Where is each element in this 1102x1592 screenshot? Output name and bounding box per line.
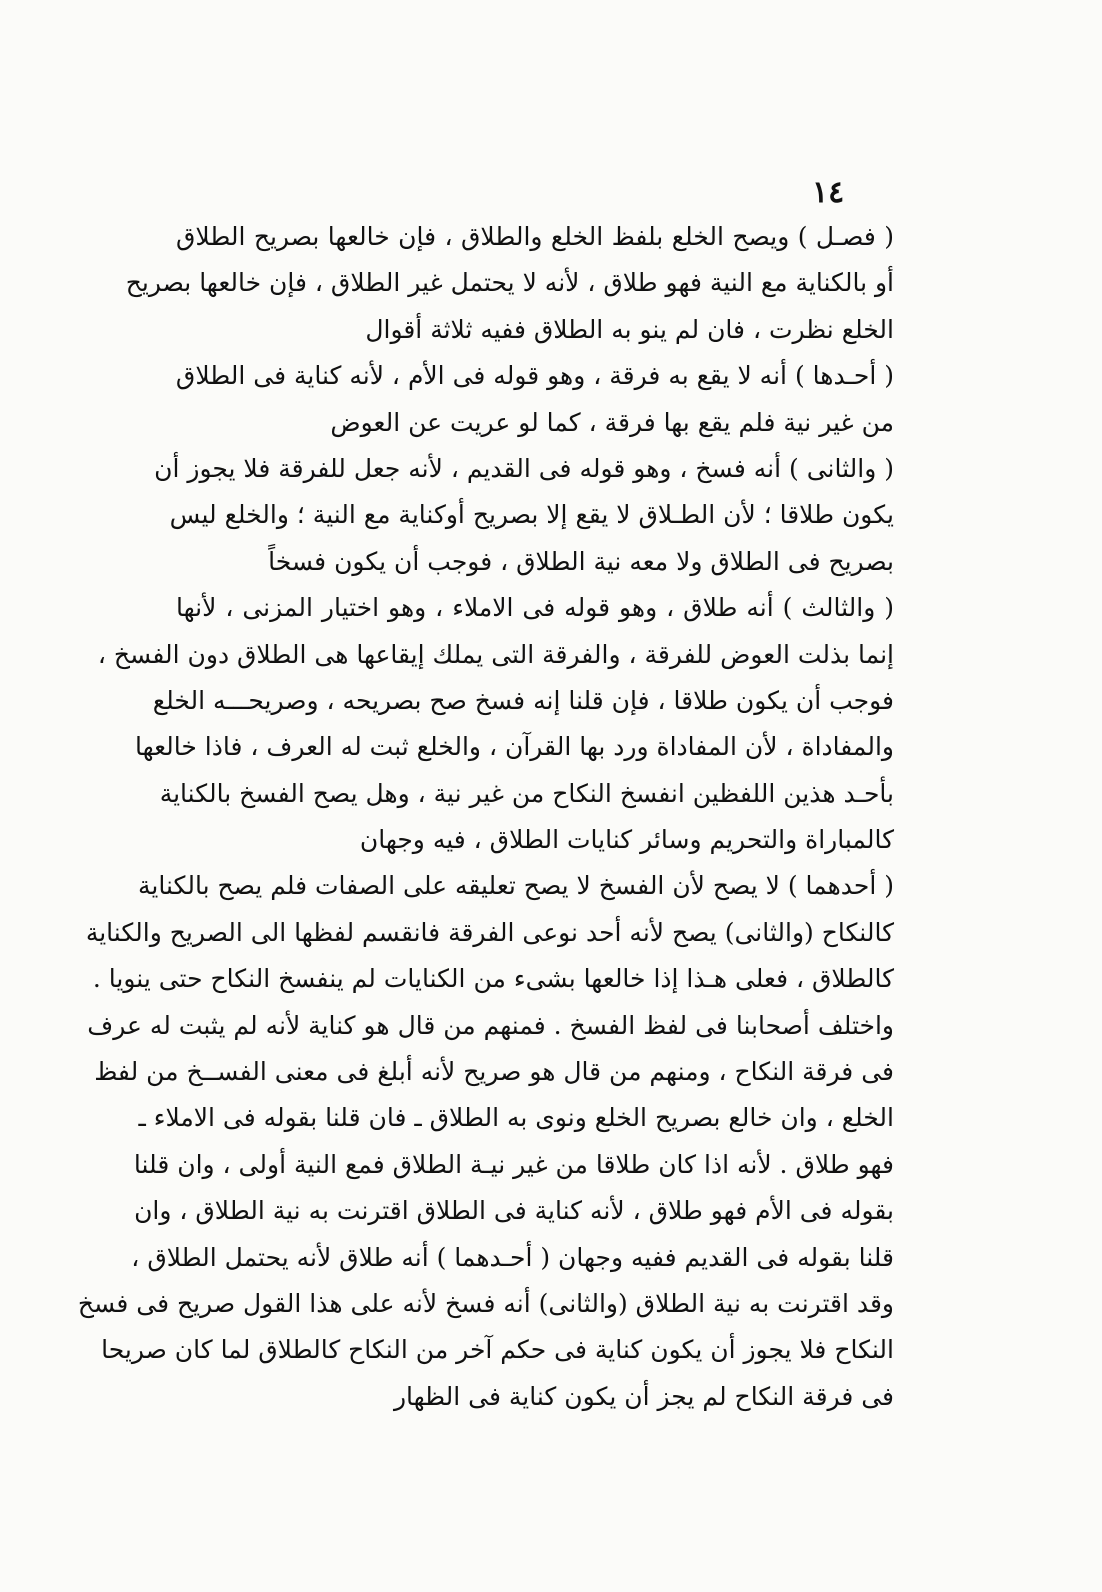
text-line: قلنا بقوله فى القديم ففيه وجهان ( أحـدهما ) أنه طلاق لأنه يحتمل الطلاق ، bbox=[131, 1242, 894, 1272]
text-line: وقد اقترنت به نية الطلاق (والثانى) أنه فسخ لأنه على هذا القول صريح فى فسخ bbox=[77, 1288, 894, 1318]
text-line: الخلع نظرت ، فان لم ينو به الطلاق ففيه ثلاثة أقوال bbox=[365, 314, 894, 344]
text-line: فوجب أن يكون طلاقا ، فإن قلنا إنه فسخ صح بصريحه ، وصريحـــه الخلع bbox=[152, 685, 894, 715]
text-line: يكون طلاقا ؛ لأن الطـلاق لا يقع إلا بصريح أوكناية مع النية ؛ والخلع ليس bbox=[169, 500, 894, 530]
text-line: الخلع ، وان خالع بصريح الخلع ونوى به الطلاق ـ فان قلنا بقوله فى الاملاء ـ bbox=[138, 1103, 894, 1133]
text-line: النكاح فلا يجوز أن يكون كناية فى حكم آخر من النكاح كالطلاق لما كان صريحا bbox=[101, 1335, 894, 1365]
text-line: فى فرقة النكاح ، ومنهم من قال هو صريح لأنه أبلغ فى معنى الفســخ من لفظ bbox=[94, 1057, 894, 1087]
text-line: أو بالكناية مع النية فهو طلاق ، لأنه لا يحتمل غير الطلاق ، فإن خالعها بصريح bbox=[125, 268, 894, 298]
text-line: ( فصـل ) ويصح الخلع بلفظ الخلع والطلاق ، فإن خالعها بصريح الطلاق bbox=[176, 222, 894, 251]
text-line: فهو طلاق . لأنه اذا كان طلاقا من غير نيـة الطلاق فمع النية أولى ، وان قلنا bbox=[133, 1149, 894, 1179]
text-line: ( والثالث ) أنه طلاق ، وهو قوله فى الاملاء ، وهو اختيار المزنى ، لأنها bbox=[176, 593, 894, 623]
text-line: إنما بذلت العوض للفرقة ، والفرقة التى يملك إيقاعها هى الطلاق دون الفسخ ، bbox=[97, 639, 894, 669]
page-number: ١٤ bbox=[812, 175, 845, 210]
text-line: واختلف أصحابنا فى لفظ الفسخ . فمنهم من قال هو كناية لأنه لم يثبت له عرف bbox=[87, 1010, 894, 1040]
text-line: والمفاداة ، لأن المفاداة ورد بها القرآن ، والخلع ثبت له العرف ، فاذا خالعها bbox=[134, 732, 894, 762]
text-line: بقوله فى الأم فهو طلاق ، لأنه كناية فى الطلاق اقترنت به نية الطلاق ، وان bbox=[134, 1196, 894, 1226]
text-line: من غير نية فلم يقع بها فرقة ، كما لو عريت عن العوض bbox=[330, 407, 894, 437]
text-line: فى فرقة النكاح لم يجز أن يكون كناية فى الظهار bbox=[393, 1381, 894, 1411]
text-line: كالمباراة والتحريم وسائر كنايات الطلاق ، فيه وجهان bbox=[359, 825, 894, 855]
page-body-text bbox=[77, 214, 894, 1420]
text-line: كالطلاق ، فعلى هـذا إذا خالعها بشىء من الكنايات لم ينفسخ النكاح حتى ينويا . bbox=[92, 964, 894, 994]
text-line: كالنكاح (والثانى) يصح لأنه أحد نوعى الفرقة فانقسم لفظها الى الصريح والكناية bbox=[85, 917, 894, 947]
text-line: ( أحدهما ) لا يصح لأن الفسخ لا يصح تعليقه على الصفات فلم يصح بالكناية bbox=[138, 871, 894, 901]
text-line: ( أحـدها ) أنه لا يقع به فرقة ، وهو قوله فى الأم ، لأنه كناية فى الطلاق bbox=[175, 361, 894, 391]
text-line: بصريح فى الطلاق ولا معه نية الطلاق ، فوجب أن يكون فسخاً bbox=[268, 546, 894, 576]
text-line: ( والثانى ) أنه فسخ ، وهو قوله فى القديم ، لأنه جعل للفرقة فلا يجوز أن bbox=[154, 453, 894, 483]
text-line: بأحـد هذين اللفظين انفسخ النكاح من غير نية ، وهل يصح الفسخ بالكناية bbox=[159, 778, 894, 808]
